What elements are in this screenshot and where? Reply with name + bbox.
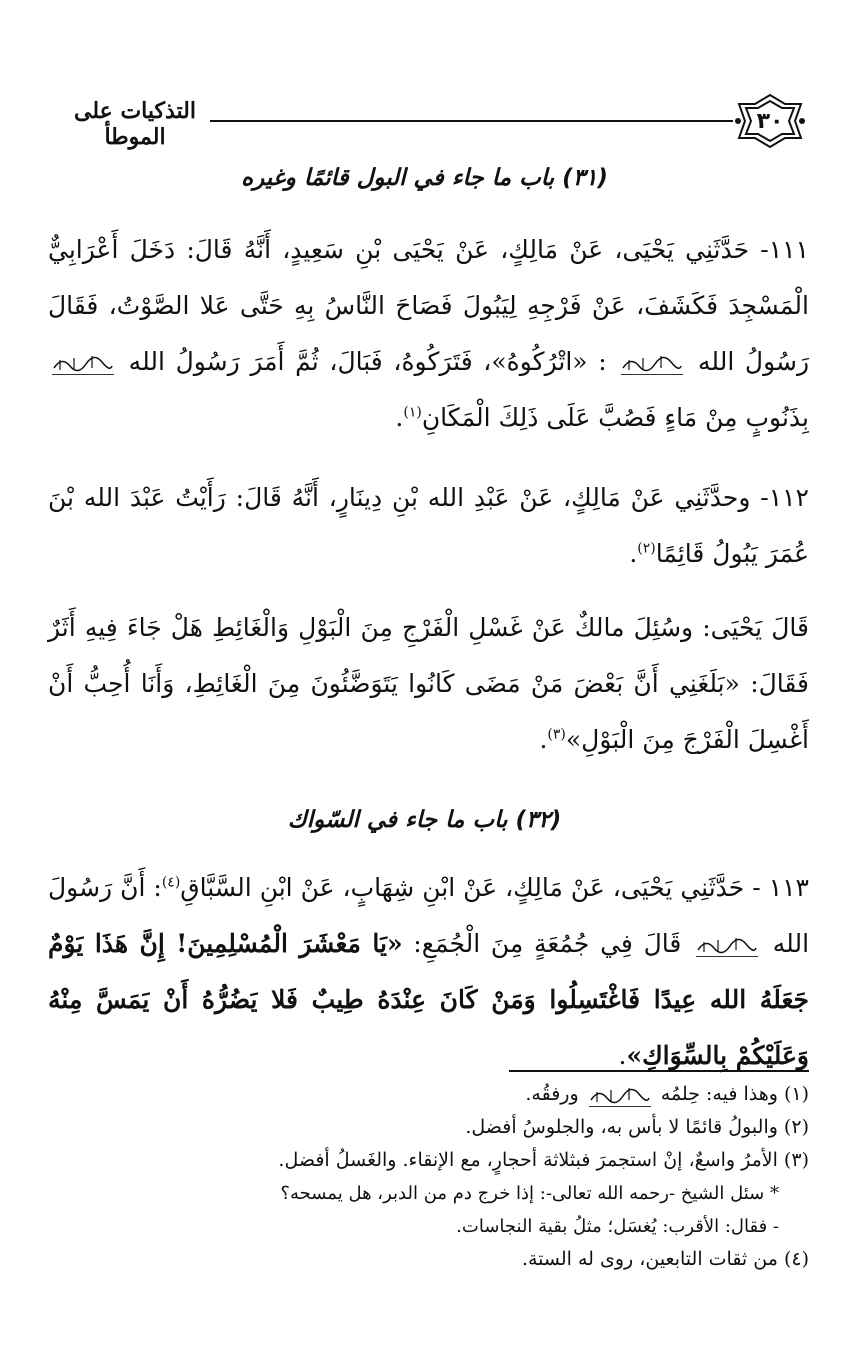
hadith-111: ١١١- حَدَّثَنِي يَحْيَى، عَنْ مَالِكٍ، عَنْ يَحْيَى بْنِ سَعِيدٍ، أَنَّهُ قَالَ: دَخَلَ أَعْرَابِيٌّ الْمَسْجِدَ فَكَشَفَ، عَنْ فَرْجِهِ لِيَبُولَ فَصَاحَ النَّاسُ بِهِ حَتَّى عَلا الصَّوْتُ، فَقَالَ رَسُولُ الله : «اتْرُكُوهُ»، فَتَرَكُوهُ، فَبَالَ، ثُمَّ أَمَرَ رَسُولُ الله بِذَنُوبٍ مِنْ مَاءٍ فَصُبَّ عَلَى ذَلِكَ الْمَكَانِ$^{(١)}$. bbox=[48, 235, 810, 432]
hadith-113: ١١٣ - حَدَّثَنِي يَحْيَى، عَنْ مَالِكٍ، عَنْ ابْنِ شِهَابٍ، عَنْ ابْنِ السَّبَّاقِ$^{(٤)}$: أَنَّ رَسُولَ الله قَالَ فِي جُمُعَةٍ مِنَ الْجُمَعِ: «يَا مَعْشَرَ الْمُسْلِمِينَ! إِنَّ هَذَا يَوْمٌ جَعَلَهُ الله عِيدًا فَاغْتَسِلُوا وَمَنْ كَانَ عِنْدَهُ طِيبٌ فَلا يَضُرُّهُ أَنْ يَمَسَّ مِنْهُ وَعَلَيْكُمْ بِالسِّوَاكِ». bbox=[48, 873, 810, 1070]
salawat-calligraphy-icon bbox=[52, 352, 114, 375]
footnote-divider bbox=[509, 1070, 809, 1072]
salawat-calligraphy-icon bbox=[589, 1084, 651, 1107]
footnote-ref-1[interactable]: (١) bbox=[403, 404, 422, 421]
hadith-113-text-b: : أَنَّ رَسُولَ الله bbox=[48, 873, 810, 958]
salawat-calligraphy-icon bbox=[621, 352, 683, 375]
book-title: التذكيات على الموطأ bbox=[74, 98, 196, 150]
chapter-title-32: (٣٢) باب ما جاء في السّواك bbox=[287, 807, 562, 833]
page-header bbox=[60, 92, 805, 152]
yahya-text-a: قَالَ يَحْيَى: وسُئِلَ مالكٌ عَنْ غَسْلِ الْفَرْجِ مِنَ الْبَوْلِ وَالْغَائِطِ هَلْ جَاءَ فِيهِ أَثَرٌ فَقَالَ: bbox=[48, 613, 809, 698]
footnote-2: (٢) والبولُ قائمًا لا بأس به، والجلوسُ أفضل. bbox=[465, 1116, 809, 1138]
salawat-calligraphy-icon bbox=[696, 934, 758, 957]
footnote-3-question: * سئل الشيخ -رحمه الله تعالى-: إذا خرج دم من الدبر، هل يمسحه؟ bbox=[280, 1183, 779, 1204]
footnotes bbox=[40, 1078, 809, 1276]
hadith-113-quote: «يَا مَعْشَرَ الْمُسْلِمِينَ! إِنَّ هَذَا يَوْمٌ جَعَلَهُ الله عِيدًا فَاغْتَسِلُوا وَمَنْ كَانَ عِنْدَهُ طِيبٌ فَلا يَضُرُّهُ أَنْ يَمَسَّ مِنْهُ وَعَلَيْكُمْ بِالسِّوَاكِ» bbox=[48, 929, 809, 1070]
hadith-113-text-a: ١١٣ - حَدَّثَنِي يَحْيَى، عَنْ مَالِكٍ، عَنْ ابْنِ شِهَابٍ، عَنْ ابْنِ السَّبَّاقِ bbox=[180, 873, 809, 902]
yahya-text-b: «بَلَغَنِي أَنَّ بَعْضَ مَنْ مَضَى كَانُوا يَتَوَضَّئُونَ مِنَ الْغَائِطِ، وَأَنَا أُحِبُّ أَنْ أَغْسِلَ الْفَرْجَ مِنَ الْبَوْلِ» bbox=[48, 669, 809, 754]
footnote-ref-4[interactable]: (٤) bbox=[161, 874, 181, 891]
footnote-ref-2[interactable]: (٢) bbox=[637, 540, 656, 557]
hadith-111-text-c: بِذَنُوبٍ مِنْ مَاءٍ فَصُبَّ عَلَى ذَلِكَ الْمَكَانِ bbox=[421, 403, 809, 432]
footnote-3-answer: - فقال: الأقرب: يُغسَل؛ مثلُ بقية النجاسات. bbox=[456, 1216, 779, 1237]
footnote-1-text-a: (١) وهذا فيه: حِلمُه bbox=[660, 1083, 809, 1105]
footnote-1-text-b: ورفقُه. bbox=[525, 1083, 579, 1105]
page-number: ٣٠ bbox=[756, 108, 784, 134]
hadith-112-text: ١١٢- وحدَّثَنِي عَنْ مَالِكٍ، عَنْ عَبْدِ الله بْنِ دِينَارٍ، أَنَّهُ قَالَ: رَأَيْتُ عَبْدَ الله بْنَ عُمَرَ يَبُولُ قَائِمًا bbox=[48, 483, 809, 568]
hadith-111-text-a: ١١١- حَدَّثَنِي يَحْيَى، عَنْ مَالِكٍ، عَنْ يَحْيَى بْنِ سَعِيدٍ، أَنَّهُ قَالَ: دَخَلَ أَعْرَابِيٌّ الْمَسْجِدَ فَكَشَفَ، عَنْ فَرْجِهِ لِيَبُولَ فَصَاحَ النَّاسُ بِهِ حَتَّى عَلا الصَّوْتُ، فَقَالَ رَسُولُ الله bbox=[48, 235, 810, 376]
footnote-1 bbox=[40, 1078, 809, 1111]
footnote-3: (٣) الأمرُ واسعٌ، إنْ استجمرَ فبثلاثة أحجارٍ، مع الإنقاء. والغَسلُ أفضل. bbox=[278, 1149, 809, 1171]
hadith-111-text-b: : «اتْرُكُوهُ»، فَتَرَكُوهُ، فَبَالَ، ثُمَّ أَمَرَ رَسُولُ الله bbox=[128, 347, 607, 376]
chapter-title-31: (٣١) باب ما جاء في البول قائمًا وغيره bbox=[241, 165, 608, 191]
footnote-4: (٤) من ثقات التابعين، روى له الستة. bbox=[521, 1248, 809, 1270]
footnote-ref-3[interactable]: (٣) bbox=[547, 726, 566, 743]
hadith-112: ١١٢- وحدَّثَنِي عَنْ مَالِكٍ، عَنْ عَبْدِ الله بْنِ دِينَارٍ، أَنَّهُ قَالَ: رَأَيْتُ عَبْدَ الله بْنَ عُمَرَ يَبُولُ قَائِمًا$^{(٢)}$. bbox=[48, 483, 809, 568]
hadith-113-text-c: قَالَ فِي جُمُعَةٍ مِنَ الْجُمَعِ: bbox=[413, 929, 682, 958]
yahya-paragraph: قَالَ يَحْيَى: وسُئِلَ مالكٌ عَنْ غَسْلِ الْفَرْجِ مِنَ الْبَوْلِ وَالْغَائِطِ هَلْ جَاءَ فِيهِ أَثَرٌ فَقَالَ: «بَلَغَنِي أَنَّ بَعْضَ مَنْ مَضَى كَانُوا يَتَوَضَّئُونَ مِنَ الْغَائِطِ، وَأَنَا أُحِبُّ أَنْ أَغْسِلَ الْفَرْجَ مِنَ الْبَوْلِ»$^{(٣)}$. bbox=[48, 613, 809, 754]
header-rule bbox=[210, 120, 733, 122]
